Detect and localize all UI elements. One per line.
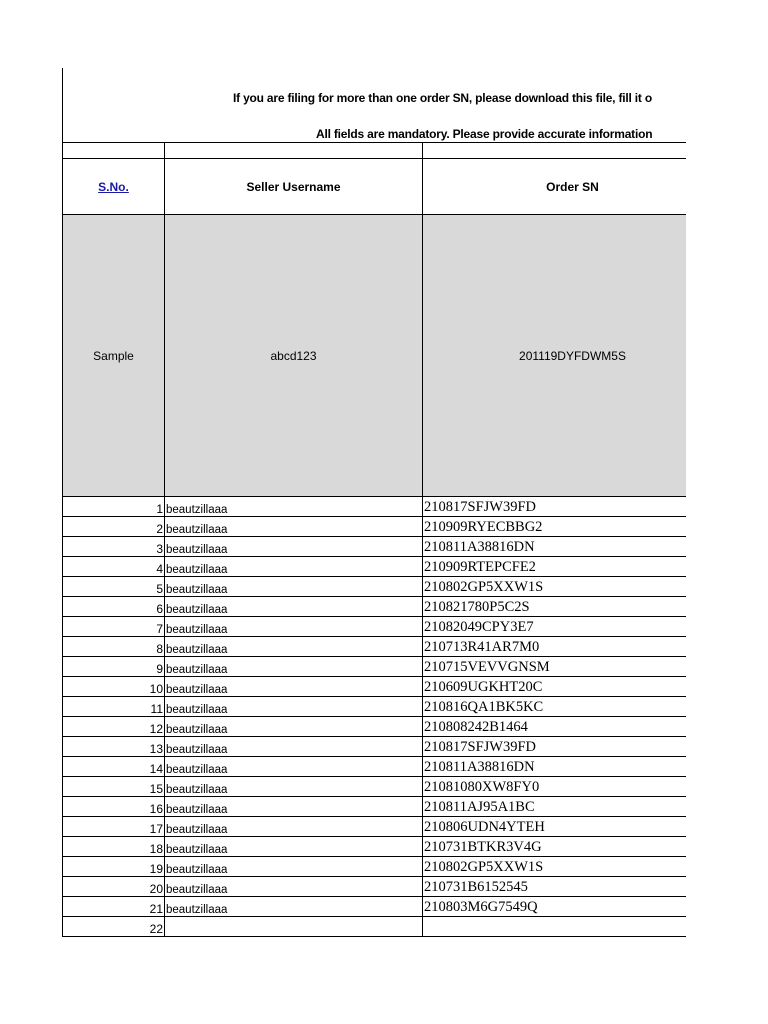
row-sno-cell[interactable]: 15	[63, 777, 165, 797]
table-row	[63, 517, 687, 537]
row-order-sn-cell[interactable]: 210811A38816DN	[423, 537, 687, 557]
row-order-sn-cell[interactable]: 21082049CPY3E7	[423, 617, 687, 637]
row-seller-username-cell[interactable]: beautzillaaa	[165, 877, 423, 897]
table-row	[63, 657, 687, 677]
row-sno-cell[interactable]: 16	[63, 797, 165, 817]
table-row	[63, 857, 687, 877]
table-row	[63, 817, 687, 837]
row-order-sn-cell[interactable]: 210802GP5XXW1S	[423, 577, 687, 597]
row-order-sn-cell[interactable]: 210731B6152545	[423, 877, 687, 897]
row-seller-username-cell[interactable]: beautzillaaa	[165, 537, 423, 557]
row-seller-username-cell[interactable]: beautzillaaa	[165, 817, 423, 837]
table-row	[63, 777, 687, 797]
row-order-sn-cell[interactable]: 21081080XW8FY0	[423, 777, 687, 797]
column-border	[62, 68, 63, 142]
table-row	[63, 917, 687, 937]
row-sno-cell[interactable]: 13	[63, 737, 165, 757]
row-sno-cell[interactable]: 12	[63, 717, 165, 737]
row-seller-username-cell[interactable]: beautzillaaa	[165, 857, 423, 877]
header-order-sn[interactable]: Order SN	[423, 159, 687, 215]
spacer-row	[63, 143, 687, 159]
row-seller-username-cell[interactable]: beautzillaaa	[165, 597, 423, 617]
sample-seller-username[interactable]: abcd123	[165, 215, 423, 497]
table-row	[63, 757, 687, 777]
mandatory-fields-notice: All fields are mandatory. Please provide accurate information	[316, 127, 653, 141]
row-seller-username-cell[interactable]: beautzillaaa	[165, 517, 423, 537]
multi-order-notice: If you are filing for more than one order SN, please download this file, fill it o	[233, 91, 652, 105]
row-seller-username-cell[interactable]: beautzillaaa	[165, 757, 423, 777]
row-order-sn-cell[interactable]: 210909RYECBBG2	[423, 517, 687, 537]
table-row	[63, 537, 687, 557]
row-sno-cell[interactable]: 14	[63, 757, 165, 777]
row-sno-cell[interactable]: 2	[63, 517, 165, 537]
table-row	[63, 677, 687, 697]
row-sno-cell[interactable]: 3	[63, 537, 165, 557]
row-sno-cell[interactable]: 1	[63, 497, 165, 517]
table-row	[63, 737, 687, 757]
table-cell[interactable]	[63, 143, 165, 159]
row-sno-cell[interactable]: 5	[63, 577, 165, 597]
row-seller-username-cell[interactable]: beautzillaaa	[165, 557, 423, 577]
table-cell[interactable]	[423, 143, 687, 159]
header-row	[63, 159, 687, 215]
row-sno-cell[interactable]: 21	[63, 897, 165, 917]
row-order-sn-cell[interactable]: 210808242B1464	[423, 717, 687, 737]
row-sno-cell[interactable]: 6	[63, 597, 165, 617]
row-seller-username-cell[interactable]: beautzillaaa	[165, 797, 423, 817]
row-order-sn-cell[interactable]: 210909RTEPCFE2	[423, 557, 687, 577]
row-sno-cell[interactable]: 8	[63, 637, 165, 657]
sample-row	[63, 215, 687, 497]
row-order-sn-cell[interactable]: 210811AJ95A1BC	[423, 797, 687, 817]
row-seller-username-cell[interactable]: beautzillaaa	[165, 617, 423, 637]
row-seller-username-cell[interactable]: beautzillaaa	[165, 697, 423, 717]
row-seller-username-cell[interactable]: beautzillaaa	[165, 637, 423, 657]
row-seller-username-cell[interactable]: beautzillaaa	[165, 737, 423, 757]
row-sno-cell[interactable]: 22	[63, 917, 165, 937]
row-order-sn-cell[interactable]: 210817SFJW39FD	[423, 497, 687, 517]
header-seller-username[interactable]: Seller Username	[165, 159, 423, 215]
row-order-sn-cell[interactable]: 210802GP5XXW1S	[423, 857, 687, 877]
row-sno-cell[interactable]: 20	[63, 877, 165, 897]
table-row	[63, 897, 687, 917]
table-row	[63, 837, 687, 857]
sample-sno[interactable]: Sample	[63, 215, 165, 497]
row-sno-cell[interactable]: 9	[63, 657, 165, 677]
table-row	[63, 697, 687, 717]
table-row	[63, 557, 687, 577]
sample-order-sn[interactable]: 201119DYFDWM5S	[423, 215, 687, 497]
sno-header-link[interactable]: S.No.	[98, 179, 129, 194]
header-sno[interactable]	[63, 159, 165, 215]
table-row	[63, 797, 687, 817]
row-seller-username-cell[interactable]: beautzillaaa	[165, 657, 423, 677]
row-order-sn-cell[interactable]	[423, 917, 687, 937]
row-seller-username-cell[interactable]: beautzillaaa	[165, 837, 423, 857]
row-seller-username-cell[interactable]: beautzillaaa	[165, 897, 423, 917]
row-order-sn-cell[interactable]: 210609UGKHT20C	[423, 677, 687, 697]
table-row	[63, 497, 687, 517]
row-order-sn-cell[interactable]: 210803M6G7549Q	[423, 897, 687, 917]
row-order-sn-cell[interactable]: 210811A38816DN	[423, 757, 687, 777]
row-order-sn-cell[interactable]: 210731BTKR3V4G	[423, 837, 687, 857]
row-sno-cell[interactable]: 4	[63, 557, 165, 577]
row-order-sn-cell[interactable]: 210817SFJW39FD	[423, 737, 687, 757]
table-row	[63, 877, 687, 897]
row-order-sn-cell[interactable]: 210713R41AR7M0	[423, 637, 687, 657]
row-sno-cell[interactable]: 10	[63, 677, 165, 697]
table-row	[63, 617, 687, 637]
row-order-sn-cell[interactable]: 210715VEVVGNSM	[423, 657, 687, 677]
table-cell[interactable]	[165, 143, 423, 159]
row-seller-username-cell[interactable]	[165, 917, 423, 937]
row-sno-cell[interactable]: 18	[63, 837, 165, 857]
row-seller-username-cell[interactable]: beautzillaaa	[165, 777, 423, 797]
row-seller-username-cell[interactable]: beautzillaaa	[165, 497, 423, 517]
table-row	[63, 597, 687, 617]
row-sno-cell[interactable]: 7	[63, 617, 165, 637]
row-sno-cell[interactable]: 11	[63, 697, 165, 717]
order-table	[62, 142, 686, 937]
row-order-sn-cell[interactable]: 210821780P5C2S	[423, 597, 687, 617]
row-seller-username-cell[interactable]: beautzillaaa	[165, 677, 423, 697]
row-sno-cell[interactable]: 17	[63, 817, 165, 837]
row-seller-username-cell[interactable]: beautzillaaa	[165, 717, 423, 737]
row-seller-username-cell[interactable]: beautzillaaa	[165, 577, 423, 597]
row-sno-cell[interactable]: 19	[63, 857, 165, 877]
table-row	[63, 637, 687, 657]
table-row	[63, 577, 687, 597]
row-order-sn-cell[interactable]: 210806UDN4YTEH	[423, 817, 687, 837]
row-order-sn-cell[interactable]: 210816QA1BK5KC	[423, 697, 687, 717]
table-row	[63, 717, 687, 737]
